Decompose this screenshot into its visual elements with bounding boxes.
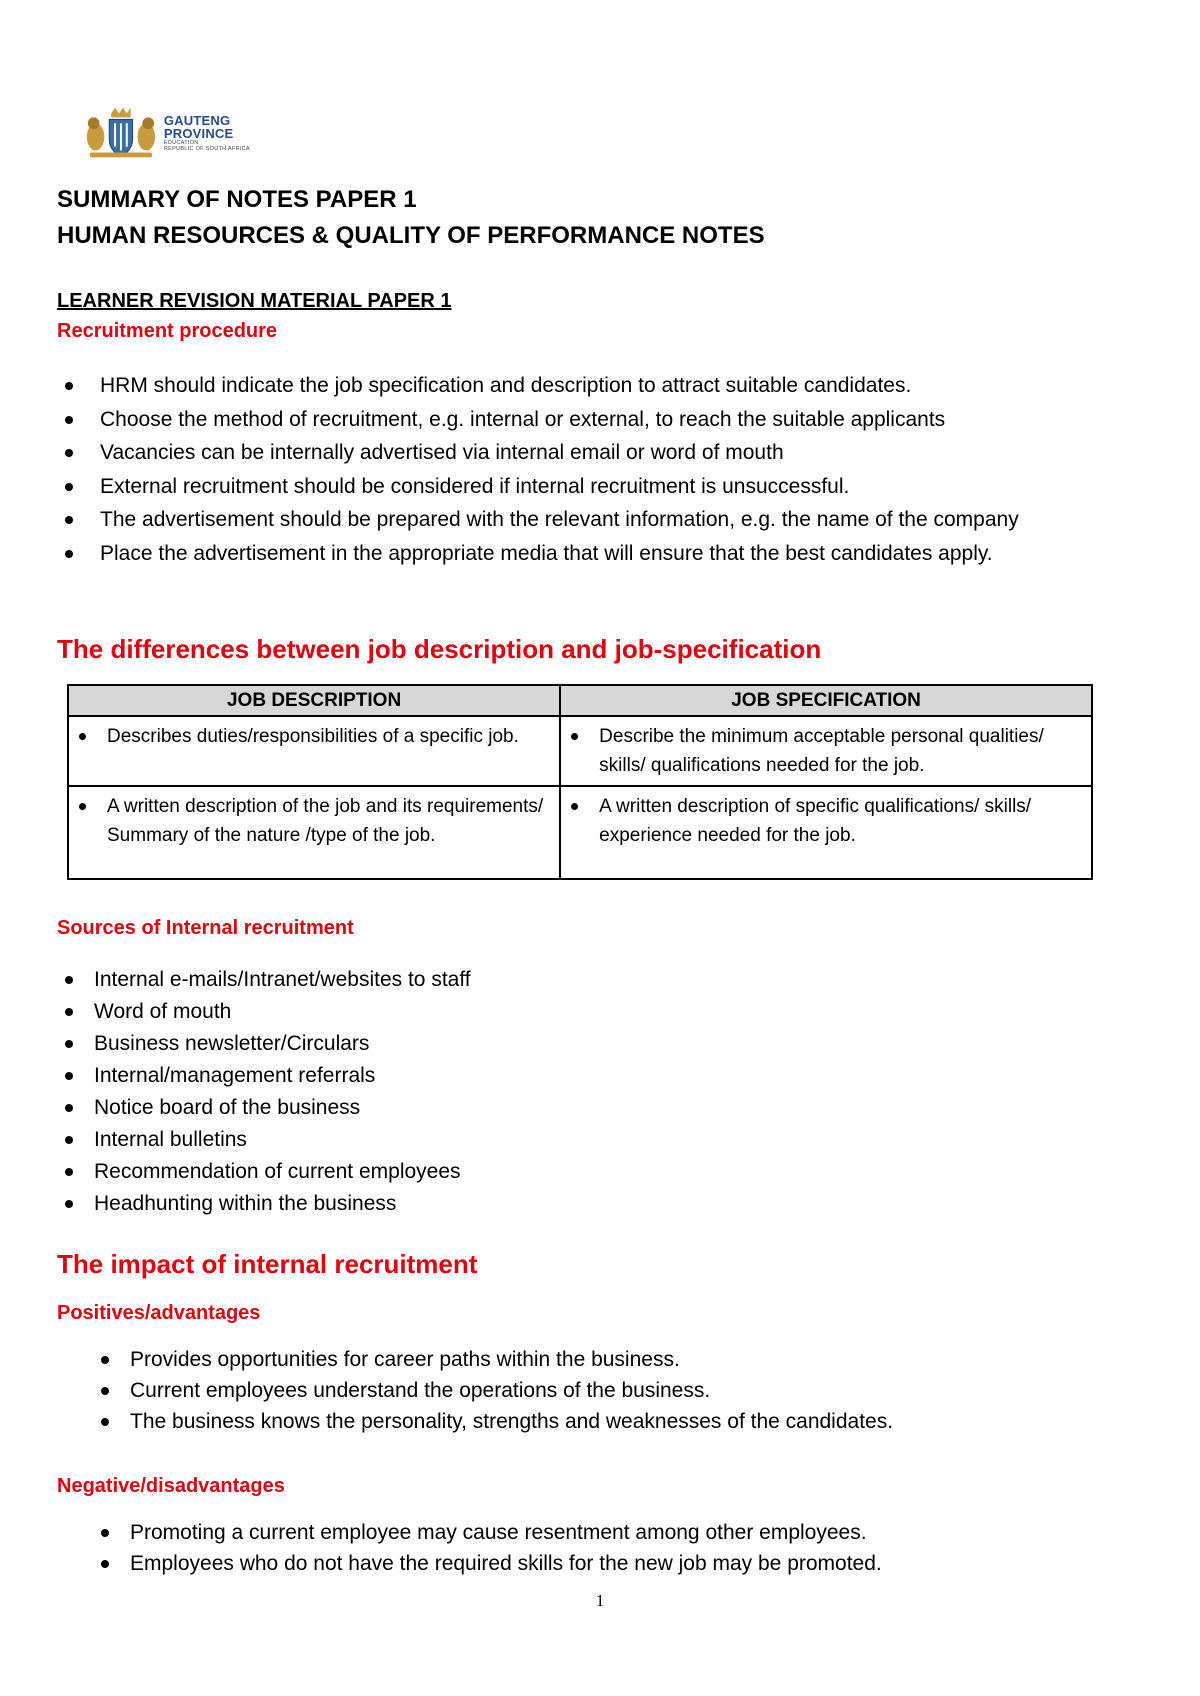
revision-material-heading: LEARNER REVISION MATERIAL PAPER 1 xyxy=(57,290,452,312)
table-row xyxy=(68,786,1092,879)
document-title: SUMMARY OF NOTES PAPER 1 xyxy=(57,186,417,213)
list-item: Headhunting within the business xyxy=(94,1188,471,1220)
job-comparison-table xyxy=(67,684,1093,880)
list-item: Business newsletter/Circulars xyxy=(94,1028,471,1060)
bullet-icon xyxy=(65,1136,73,1144)
list-item: Internal bulletins xyxy=(94,1124,471,1156)
internal-impact-heading: The impact of internal recruitment xyxy=(57,1249,478,1279)
negatives-heading: Negative/disadvantages xyxy=(57,1475,285,1497)
bullet-icon xyxy=(65,1072,73,1080)
table-cell: Describe the minimum acceptable personal qualities/ skills/ qualifications needed for the job. xyxy=(560,716,1092,786)
list-item: External recruitment should be considered if internal recruitment is unsuccessful. xyxy=(100,470,1180,504)
bullet-icon xyxy=(65,1200,73,1208)
page-number: 1 xyxy=(595,1591,605,1610)
list-item: HRM should indicate the job specification and description to attract suitable candidates. xyxy=(100,369,1180,403)
bullet-icon xyxy=(65,976,73,984)
advantages-list xyxy=(130,1344,893,1437)
list-item: Word of mouth xyxy=(94,996,471,1028)
list-item: Current employees understand the operations of the business. xyxy=(130,1375,893,1406)
list-item: Provides opportunities for career paths within the business. xyxy=(130,1344,893,1375)
internal-sources-heading: Sources of Internal recruitment xyxy=(57,917,354,939)
bullet-icon xyxy=(65,483,73,491)
internal-sources-list xyxy=(94,964,471,1220)
bullet-icon xyxy=(65,382,73,390)
document-subject: HUMAN RESOURCES & QUALITY OF PERFORMANCE NOTES xyxy=(57,222,765,249)
bullet-icon xyxy=(65,550,73,558)
list-item: Recommendation of current employees xyxy=(94,1156,471,1188)
bullet-icon xyxy=(65,416,73,424)
column-header-job-description: JOB DESCRIPTION xyxy=(68,685,560,716)
positives-heading: Positives/advantages xyxy=(57,1302,261,1324)
recruitment-procedure-list xyxy=(100,369,1180,571)
logo-name: GAUTENG PROVINCE xyxy=(163,112,234,141)
list-item: Promoting a current employee may cause resentment among other employees. xyxy=(130,1517,882,1548)
gauteng-logo xyxy=(80,103,300,163)
list-item: Choose the method of recruitment, e.g. internal or external, to reach the suitable applicants xyxy=(100,403,1180,437)
table-row xyxy=(68,716,1092,786)
list-item: Internal/management referrals xyxy=(94,1060,471,1092)
logo-department: EDUCATION xyxy=(163,139,199,146)
list-item: Place the advertisement in the appropriate media that will ensure that the best candidates apply. xyxy=(100,537,1180,571)
differences-heading: The differences between job description and job-specification xyxy=(57,634,822,664)
bullet-icon xyxy=(65,516,73,524)
bullet-icon xyxy=(65,1104,73,1112)
recruitment-procedure-heading: Recruitment procedure xyxy=(57,320,278,342)
bullet-icon xyxy=(571,733,578,740)
bullet-icon xyxy=(65,1168,73,1176)
list-item: The business knows the personality, strengths and weaknesses of the candidates. xyxy=(130,1406,893,1437)
bullet-icon xyxy=(65,1040,73,1048)
bullet-icon xyxy=(101,1529,109,1537)
table-header-row xyxy=(68,685,1092,716)
bullet-icon xyxy=(65,1008,73,1016)
disadvantages-list xyxy=(130,1517,882,1579)
column-header-job-specification: JOB SPECIFICATION xyxy=(560,685,1092,716)
list-item: Employees who do not have the required skills for the new job may be promoted. xyxy=(130,1548,882,1579)
bullet-icon xyxy=(101,1418,109,1426)
bullet-icon xyxy=(571,803,578,810)
bullet-icon xyxy=(79,733,86,740)
bullet-icon xyxy=(101,1356,109,1364)
logo-country: REPUBLIC OF SOUTH AFRICA xyxy=(163,146,250,152)
table-cell: A written description of specific qualifications/ skills/ experience needed for the job. xyxy=(560,786,1092,879)
list-item: The advertisement should be prepared with the relevant information, e.g. the name of the company xyxy=(100,503,1080,537)
table-cell: Describes duties/responsibilities of a specific job. xyxy=(68,716,560,786)
bullet-icon xyxy=(101,1560,109,1568)
list-item: Notice board of the business xyxy=(94,1092,471,1124)
list-item: Vacancies can be internally advertised via internal email or word of mouth xyxy=(100,436,1180,470)
bullet-icon xyxy=(101,1387,109,1395)
table-cell: A written description of the job and its requirements/ Summary of the nature /type of the job. xyxy=(68,786,560,879)
coat-of-arms-icon xyxy=(80,103,162,163)
bullet-icon xyxy=(65,449,73,457)
list-item: Internal e-mails/Intranet/websites to staff xyxy=(94,964,471,996)
bullet-icon xyxy=(79,803,86,810)
